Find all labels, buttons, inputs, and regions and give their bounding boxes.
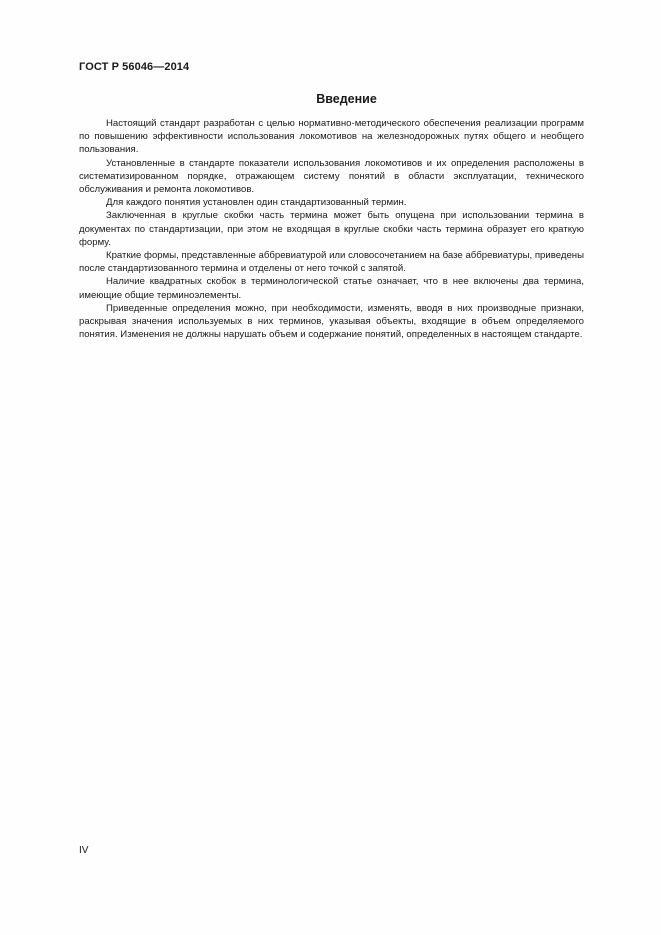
paragraph: Наличие квадратных скобок в терминологической статье означает, что в нее включены два термина, имеющие общие терминоэлементы. [79, 276, 584, 301]
paragraph: Установленные в стандарте показатели использования локомотивов и их определения расположены в систематизированном порядке, отражающем систему понятий в области эксплуатации, технического обслуживания и ремонта локомотивов. [79, 157, 584, 196]
paragraph: Для каждого понятия установлен один стандартизованный термин. [106, 197, 407, 209]
page-number: IV [79, 845, 89, 856]
paragraph: Приведенные определения можно, при необходимости, изменять, вводя в них производные признаки, раскрывая значения используемых в них терминов, указывая объекты, входящие в объем определяемого понятия. Изменения не должны нарушать объем и содержание понятий, определенных в настоящем стандарте. [79, 302, 584, 341]
paragraph: Заключенная в круглые скобки часть термина может быть опущена при использовании термина в документах по стандартизации, при этом не входящая в круглые скобки часть термина образует его краткую форму. [79, 210, 584, 248]
document-code: ГОСТ Р 56046—2014 [79, 61, 190, 73]
section-title: Введение [316, 92, 377, 106]
paragraph: Краткие формы, представленные аббревиатурой или словосочетанием на базе аббревиатуры, приведены после стандартизованного термина и отделены от него точкой с запятой. [79, 250, 584, 275]
paragraph: Настоящий стандарт разработан с целью нормативно-методического обеспечения реализации программ по повышению эффективности использования локомотивов на железнодорожных путях общего и необщего пользования. [79, 118, 584, 156]
introduction-body [79, 117, 584, 341]
